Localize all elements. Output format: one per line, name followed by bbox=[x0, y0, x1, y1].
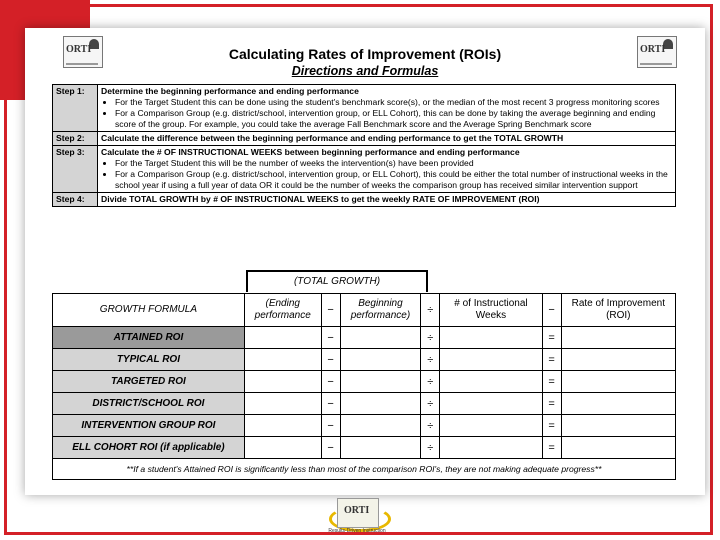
equals-sign: = bbox=[542, 393, 561, 415]
step-content bbox=[98, 146, 676, 193]
logo-caption: Results-Driven Instruction bbox=[328, 528, 386, 534]
weeks-cell[interactable] bbox=[440, 349, 542, 371]
equals-sign: = bbox=[542, 437, 561, 459]
step-bullet: • For a Comparison Group (e.g. district/school, intervention group, or ELL Cohort), this could be either the total number of instructional weeks in the school year if using a full year of data OR it could be the number of weeks the comparison group has received similar intervention support bbox=[115, 169, 672, 191]
footnote: **If a student's Attained ROI is significantly less than most of the comparison ROI's, they are not making adequate progress** bbox=[53, 459, 676, 480]
divide-sign: ÷ bbox=[421, 349, 440, 371]
table-row bbox=[53, 393, 676, 415]
row-label-typical: TYPICAL ROI bbox=[53, 349, 245, 371]
roi-cell[interactable] bbox=[561, 415, 675, 437]
table-row bbox=[53, 349, 676, 371]
growth-formula-table bbox=[52, 293, 676, 480]
document-sheet bbox=[25, 28, 705, 495]
divide-sign: ÷ bbox=[421, 371, 440, 393]
step-bullet: • For a Comparison Group (e.g. district/school, intervention group, or ELL Cohort), this can be done by taking the average beginning and ending score of the group. For example, you could take the average Fall Benchmark score and the Average Spring Benchmark score bbox=[115, 108, 672, 130]
ending-cell[interactable] bbox=[244, 349, 321, 371]
step-row bbox=[53, 132, 676, 146]
minus-sign: − bbox=[321, 437, 340, 459]
table-row bbox=[53, 327, 676, 349]
table-row bbox=[53, 437, 676, 459]
equals-sign: = bbox=[542, 415, 561, 437]
total-growth-label: (TOTAL GROWTH) bbox=[246, 270, 428, 292]
beginning-cell[interactable] bbox=[340, 393, 421, 415]
header-weeks: # of Instructional Weeks bbox=[440, 294, 542, 327]
ending-cell[interactable] bbox=[244, 393, 321, 415]
weeks-cell[interactable] bbox=[440, 371, 542, 393]
table-header-row bbox=[53, 294, 676, 327]
step-content bbox=[98, 132, 676, 146]
minus-sign: − bbox=[321, 327, 340, 349]
weeks-cell[interactable] bbox=[440, 437, 542, 459]
logo-mark bbox=[337, 498, 379, 528]
row-label-district: DISTRICT/SCHOOL ROI bbox=[53, 393, 245, 415]
table-row bbox=[53, 415, 676, 437]
logo-text: ORTI bbox=[640, 44, 666, 55]
bottom-logo bbox=[307, 498, 407, 536]
page-subtitle: Directions and Formulas bbox=[291, 64, 439, 78]
divide-sign: ÷ bbox=[421, 415, 440, 437]
step-bullet: • For the Target Student this can be done using the student's benchmark score(s), or the median of the most recent 3 progress monitoring scores bbox=[115, 97, 672, 108]
page-title: Calculating Rates of Improvement (ROIs) bbox=[228, 46, 502, 62]
beginning-cell[interactable] bbox=[340, 327, 421, 349]
ending-cell[interactable] bbox=[244, 437, 321, 459]
equals-sign: = bbox=[542, 371, 561, 393]
divide-sign: ÷ bbox=[421, 437, 440, 459]
step-label: Step 2: bbox=[53, 132, 98, 146]
roi-cell[interactable] bbox=[561, 393, 675, 415]
step-label: Step 4: bbox=[53, 193, 98, 207]
row-label-targeted: TARGETED ROI bbox=[53, 371, 245, 393]
weeks-cell[interactable] bbox=[440, 393, 542, 415]
steps-table bbox=[52, 84, 676, 207]
header-equals: − bbox=[542, 294, 561, 327]
row-label-intervention: INTERVENTION GROUP ROI bbox=[53, 415, 245, 437]
weeks-cell[interactable] bbox=[440, 327, 542, 349]
ending-cell[interactable] bbox=[244, 371, 321, 393]
roi-cell[interactable] bbox=[561, 327, 675, 349]
row-label-attained: ATTAINED ROI bbox=[53, 327, 245, 349]
step-heading: Determine the beginning performance and ending performance bbox=[101, 86, 359, 96]
step-heading: Calculate the # OF INSTRUCTIONAL WEEKS between beginning performance and ending performance bbox=[101, 147, 520, 157]
minus-sign: − bbox=[321, 371, 340, 393]
beginning-cell[interactable] bbox=[340, 415, 421, 437]
divide-sign: ÷ bbox=[421, 393, 440, 415]
header-growth-formula: GROWTH FORMULA bbox=[53, 294, 245, 327]
logo-text: ORTI bbox=[344, 505, 370, 516]
minus-sign: − bbox=[321, 393, 340, 415]
table-footer-row bbox=[53, 459, 676, 480]
step-label: Step 3: bbox=[53, 146, 98, 193]
step-bullet: • For the Target Student this will be the number of weeks the intervention(s) have been provided bbox=[115, 158, 672, 169]
beginning-cell[interactable] bbox=[340, 371, 421, 393]
ending-cell[interactable] bbox=[244, 327, 321, 349]
roi-cell[interactable] bbox=[561, 437, 675, 459]
step-content bbox=[98, 85, 676, 132]
minus-sign: − bbox=[321, 349, 340, 371]
divide-sign: ÷ bbox=[421, 327, 440, 349]
ending-cell[interactable] bbox=[244, 415, 321, 437]
header-divide: ÷ bbox=[421, 294, 440, 327]
logo-text: ORTI bbox=[66, 44, 92, 55]
header-beginning: Beginning performance) bbox=[340, 294, 421, 327]
step-heading: Calculate the difference between the beginning performance and ending performance to get the TOTAL GROWTH bbox=[101, 133, 564, 143]
table-row bbox=[53, 371, 676, 393]
header-roi: Rate of Improvement (ROI) bbox=[561, 294, 675, 327]
row-label-ell: ELL COHORT ROI (if applicable) bbox=[53, 437, 245, 459]
step-content bbox=[98, 193, 676, 207]
step-heading: Divide TOTAL GROWTH by # OF INSTRUCTIONAL WEEKS to get the weekly RATE OF IMPROVEMENT (ROI) bbox=[101, 194, 540, 204]
equals-sign: = bbox=[542, 327, 561, 349]
header-minus: − bbox=[321, 294, 340, 327]
weeks-cell[interactable] bbox=[440, 415, 542, 437]
roi-cell[interactable] bbox=[561, 349, 675, 371]
equals-sign: = bbox=[542, 349, 561, 371]
roi-cell[interactable] bbox=[561, 371, 675, 393]
beginning-cell[interactable] bbox=[340, 349, 421, 371]
beginning-cell[interactable] bbox=[340, 437, 421, 459]
header-ending: (Ending performance bbox=[244, 294, 321, 327]
step-row bbox=[53, 85, 676, 132]
step-row bbox=[53, 193, 676, 207]
step-row bbox=[53, 146, 676, 193]
step-label: Step 1: bbox=[53, 85, 98, 132]
minus-sign: − bbox=[321, 415, 340, 437]
